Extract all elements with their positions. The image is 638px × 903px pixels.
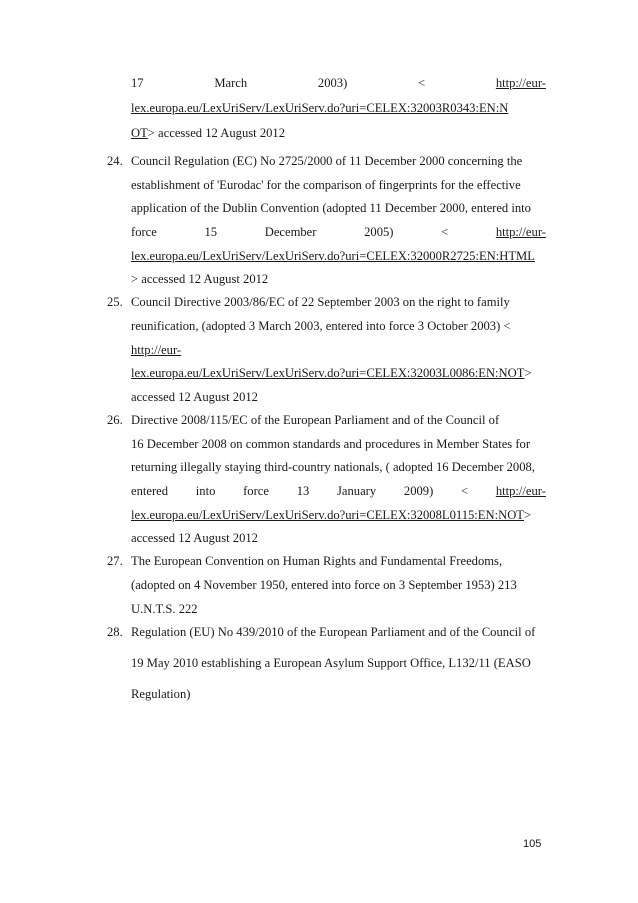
reference-text: 16 December 2008 on common standards and procedures in Member States for — [131, 437, 531, 451]
reference-link[interactable]: http://eur- — [495, 484, 546, 498]
reference-word: 2003) — [317, 76, 348, 90]
reference-line — [131, 530, 546, 546]
reference-line — [131, 412, 546, 428]
reference-line — [131, 553, 546, 569]
reference-text: U.N.T.S. 222 — [131, 602, 198, 616]
reference-line — [131, 365, 546, 381]
reference-word: 2005) — [364, 225, 394, 239]
reference-link[interactable]: lex.europa.eu/LexUriServ/LexUriServ.do?uri=CELEX:32003L0086:EN:NOT — [131, 366, 525, 380]
reference-link[interactable]: http://eur- — [495, 225, 546, 239]
reference-word: force — [243, 484, 269, 498]
reference-link[interactable]: OT — [131, 126, 148, 140]
reference-text: accessed 12 August 2012 — [131, 390, 258, 404]
reference-line — [131, 271, 546, 287]
reference-word: 17 — [131, 76, 144, 90]
reference-word: < — [441, 225, 449, 239]
reference-line — [131, 577, 546, 593]
reference-word: < — [418, 76, 426, 90]
reference-text: Directive 2008/115/EC of the European Parliament and of the Council of — [131, 413, 500, 427]
reference-line — [131, 459, 546, 475]
reference-line — [131, 200, 546, 216]
reference-line — [131, 686, 546, 702]
reference-text: Council Directive 2003/86/EC of 22 September 2003 on the right to family — [131, 295, 510, 309]
reference-line — [131, 342, 546, 358]
reference-line — [131, 125, 546, 141]
reference-word: March — [214, 76, 248, 90]
reference-text: (adopted on 4 November 1950, entered into force on 3 September 1953) 213 — [131, 578, 517, 592]
reference-line — [131, 153, 546, 169]
reference-word: force — [131, 225, 157, 239]
reference-line — [131, 248, 546, 264]
reference-line — [131, 389, 546, 405]
reference-word: 15 — [204, 225, 218, 239]
reference-word: into — [195, 484, 216, 498]
reference-text: > accessed 12 August 2012 — [147, 126, 286, 140]
reference-text: Council Regulation (EC) No 2725/2000 of 11 December 2000 concerning the — [131, 154, 523, 168]
reference-text: accessed 12 August 2012 — [131, 531, 258, 545]
reference-line — [131, 601, 546, 617]
reference-line — [131, 624, 546, 640]
reference-line — [131, 224, 546, 240]
reference-text: Regulation) — [131, 687, 191, 701]
reference-number: 27. — [107, 554, 123, 568]
reference-link[interactable]: lex.europa.eu/LexUriServ/LexUriServ.do?uri=CELEX:32000R2725:EN:HTML — [131, 249, 535, 263]
reference-text: establishment of 'Eurodac' for the comparison of fingerprints for the effective — [131, 178, 521, 192]
reference-word: entered — [131, 484, 169, 498]
page-number: 105 — [523, 838, 542, 850]
reference-word: December — [264, 225, 317, 239]
reference-text: 19 May 2010 establishing a European Asylum Support Office, L132/11 (EASO — [131, 656, 531, 670]
reference-word: 2009) — [403, 484, 434, 498]
reference-text: reunification, (adopted 3 March 2003, entered into force 3 October 2003) < — [131, 319, 511, 333]
reference-text: > — [524, 366, 532, 380]
reference-link[interactable]: lex.europa.eu/LexUriServ/LexUriServ.do?uri=CELEX:32008L0115:EN:NOT — [131, 508, 524, 522]
reference-word: January — [337, 484, 377, 498]
reference-number: 25. — [107, 295, 123, 309]
reference-link[interactable]: http://eur- — [495, 76, 546, 90]
reference-number: 28. — [107, 625, 123, 639]
reference-line — [131, 483, 546, 499]
reference-link[interactable]: http://eur- — [131, 343, 182, 357]
reference-line — [131, 75, 546, 91]
reference-text: The European Convention on Human Rights and Fundamental Freedoms, — [131, 554, 503, 568]
reference-text: > accessed 12 August 2012 — [131, 272, 269, 286]
reference-number: 26. — [107, 413, 123, 427]
reference-word: 13 — [296, 484, 310, 498]
reference-line — [131, 318, 546, 334]
reference-number: 24. — [107, 154, 123, 168]
reference-text: > — [523, 508, 532, 522]
reference-line — [131, 436, 546, 452]
reference-text: returning illegally staying third-country nationals, ( adopted 16 December 2008, — [131, 460, 535, 474]
reference-text: Regulation (EU) No 439/2010 of the European Parliament and of the Council of — [131, 625, 536, 639]
reference-link[interactable]: lex.europa.eu/LexUriServ/LexUriServ.do?uri=CELEX:32003R0343:EN:N — [131, 101, 509, 115]
reference-line — [131, 100, 546, 116]
reference-line — [131, 507, 546, 523]
reference-word: < — [461, 484, 469, 498]
reference-line — [131, 294, 546, 310]
reference-text: application of the Dublin Convention (adopted 11 December 2000, entered into — [131, 201, 531, 215]
reference-line — [131, 177, 546, 193]
reference-line — [131, 655, 546, 671]
